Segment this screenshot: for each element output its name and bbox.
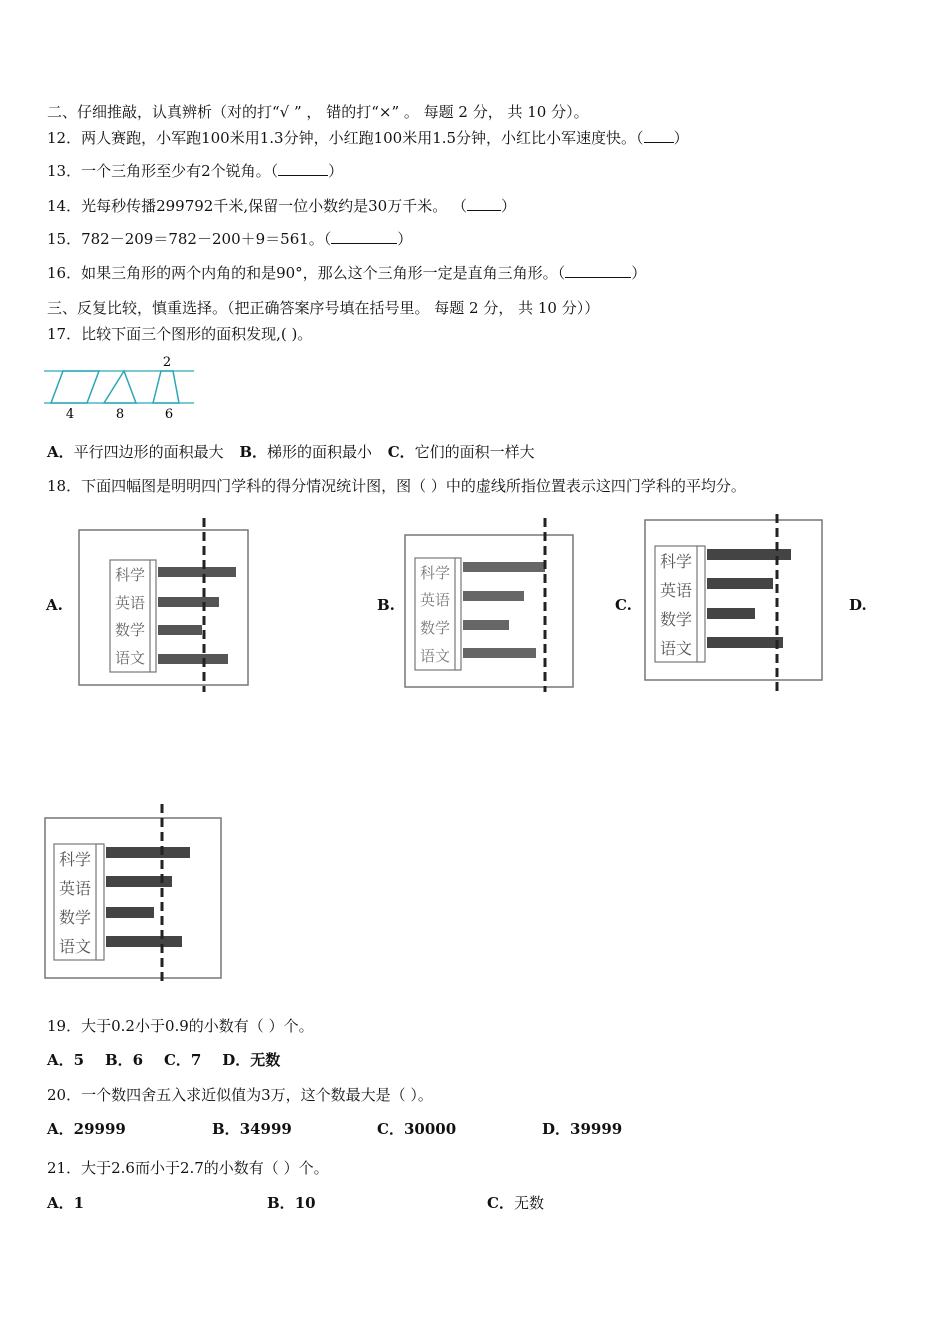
bar-english	[463, 591, 524, 601]
q17-shapes-figure	[44, 352, 204, 424]
q13-text: 13．一个三角形至少有2个锐角。（	[47, 162, 279, 180]
parallelogram-base-label: 4	[65, 407, 75, 422]
q17-options	[47, 442, 535, 462]
bar-chinese	[463, 648, 536, 658]
q16-text: 16．如果三角形的两个内角的和是90°，那么这个三角形一定是直角三角形。（	[47, 264, 566, 282]
trapezoid-shape	[153, 371, 179, 403]
bar-math	[158, 625, 202, 635]
subject-label: 科学	[419, 564, 451, 582]
q18-option-d-letter[interactable]: D.	[849, 596, 867, 614]
q20-option-a[interactable]: A．29999	[47, 1120, 126, 1138]
q18-chart-a[interactable]	[78, 518, 250, 692]
question-20: 20．一个数四舍五入求近似值为3万，这个数最大是（ ）。	[47, 1086, 433, 1104]
q18-option-a-letter[interactable]: A.	[46, 596, 63, 614]
subject-label: 科学	[114, 566, 146, 584]
subject-label: 语文	[114, 649, 146, 667]
subject-label: 科学	[659, 552, 693, 571]
subject-label: 科学	[58, 850, 92, 869]
trapezoid-top-label: 2	[162, 355, 172, 370]
bar-science	[158, 567, 236, 577]
q18-option-c-letter[interactable]: C.	[615, 596, 632, 614]
q17-option-a[interactable]: A．平行四边形的面积最大	[47, 443, 224, 461]
q12-text: 12．两人赛跑，小军跑100米用1.3分钟，小红跑100米用1.5分钟，小红比小军速度快。（	[47, 129, 644, 147]
subject-label: 数学	[114, 621, 146, 639]
subject-label: 英语	[659, 581, 693, 600]
subject-label: 英语	[114, 594, 146, 612]
q21-option-b[interactable]: B．10	[267, 1194, 316, 1212]
subject-label: 数学	[58, 908, 92, 927]
q16-answer-blank[interactable]	[565, 263, 631, 278]
q13-answer-blank[interactable]	[278, 161, 328, 176]
bar-chinese	[707, 637, 783, 648]
q18-chart-d[interactable]	[44, 804, 224, 984]
question-16	[47, 263, 646, 283]
subject-label: 英语	[58, 879, 92, 898]
question-12	[47, 128, 689, 148]
bar-chinese	[106, 936, 182, 947]
question-17: 17．比较下面三个图形的面积发现,( )。	[47, 325, 313, 343]
q12-answer-blank[interactable]	[644, 128, 674, 143]
question-21: 21．大于2.6而小于2.7的小数有（ ）个。	[47, 1159, 329, 1177]
bar-math	[707, 608, 755, 619]
q12-close: ）	[673, 129, 689, 147]
q17-option-b[interactable]: B．梯形的面积最小	[239, 443, 373, 461]
bar-math	[463, 620, 509, 630]
subject-label: 数学	[659, 610, 693, 629]
q21-option-c[interactable]: C．无数	[487, 1194, 544, 1212]
triangle-shape	[104, 371, 136, 403]
triangle-base-label: 8	[115, 407, 125, 422]
q14-answer-blank[interactable]	[467, 196, 501, 211]
q21-option-a[interactable]: A．1	[47, 1194, 85, 1212]
q18-option-b-letter[interactable]: B.	[377, 596, 395, 614]
q18-chart-c[interactable]	[644, 514, 826, 694]
q15-answer-blank[interactable]	[331, 229, 397, 244]
question-13	[47, 161, 343, 181]
section3-heading: 三、反复比较，慎重选择。（把正确答案序号填在括号里。 每题 2 分， 共 10 分））	[47, 299, 600, 317]
subject-label: 英语	[419, 591, 451, 609]
bar-english	[158, 597, 219, 607]
question-15	[47, 229, 412, 249]
q13-close: ）	[328, 162, 344, 180]
q20-option-b[interactable]: B．34999	[212, 1120, 292, 1138]
q19-options[interactable]: A．5 B．6 C．7 D．无数	[47, 1051, 281, 1069]
q14-text: 14．光每秒传播299792千米,保留一位小数约是30万千米。 （	[47, 197, 467, 215]
subject-label: 语文	[58, 937, 92, 956]
q15-text: 15．782－209＝782－200＋9＝561。（	[47, 230, 332, 248]
question-18: 18．下面四幅图是明明四门学科的得分情况统计图，图（ ）中的虚线所指位置表示这四门学科的平均分。	[47, 477, 746, 495]
bar-science	[463, 562, 545, 572]
q18-chart-b[interactable]	[404, 518, 576, 692]
bar-english	[707, 578, 773, 589]
q20-option-d[interactable]: D．39999	[542, 1120, 623, 1138]
bar-chinese	[158, 654, 228, 664]
q20-option-c[interactable]: C．30000	[377, 1120, 457, 1138]
question-14	[47, 196, 516, 216]
q15-close: ）	[397, 230, 413, 248]
q17-option-c[interactable]: C．它们的面积一样大	[387, 443, 535, 461]
trapezoid-base-label: 6	[164, 407, 174, 422]
subject-label: 语文	[419, 647, 451, 665]
q16-close: ）	[631, 264, 647, 282]
parallelogram-shape	[51, 371, 99, 403]
q14-close: ）	[500, 197, 516, 215]
question-19: 19．大于0.2小于0.9的小数有（ ）个。	[47, 1017, 314, 1035]
bar-science	[106, 847, 190, 858]
bar-math	[106, 907, 154, 918]
subject-label: 语文	[659, 639, 693, 658]
section2-heading: 二、仔细推敲，认真辨析（对的打“√ ” ， 错的打“×” 。 每题 2 分， 共 10 分）。	[47, 103, 589, 121]
subject-label: 数学	[419, 619, 451, 637]
